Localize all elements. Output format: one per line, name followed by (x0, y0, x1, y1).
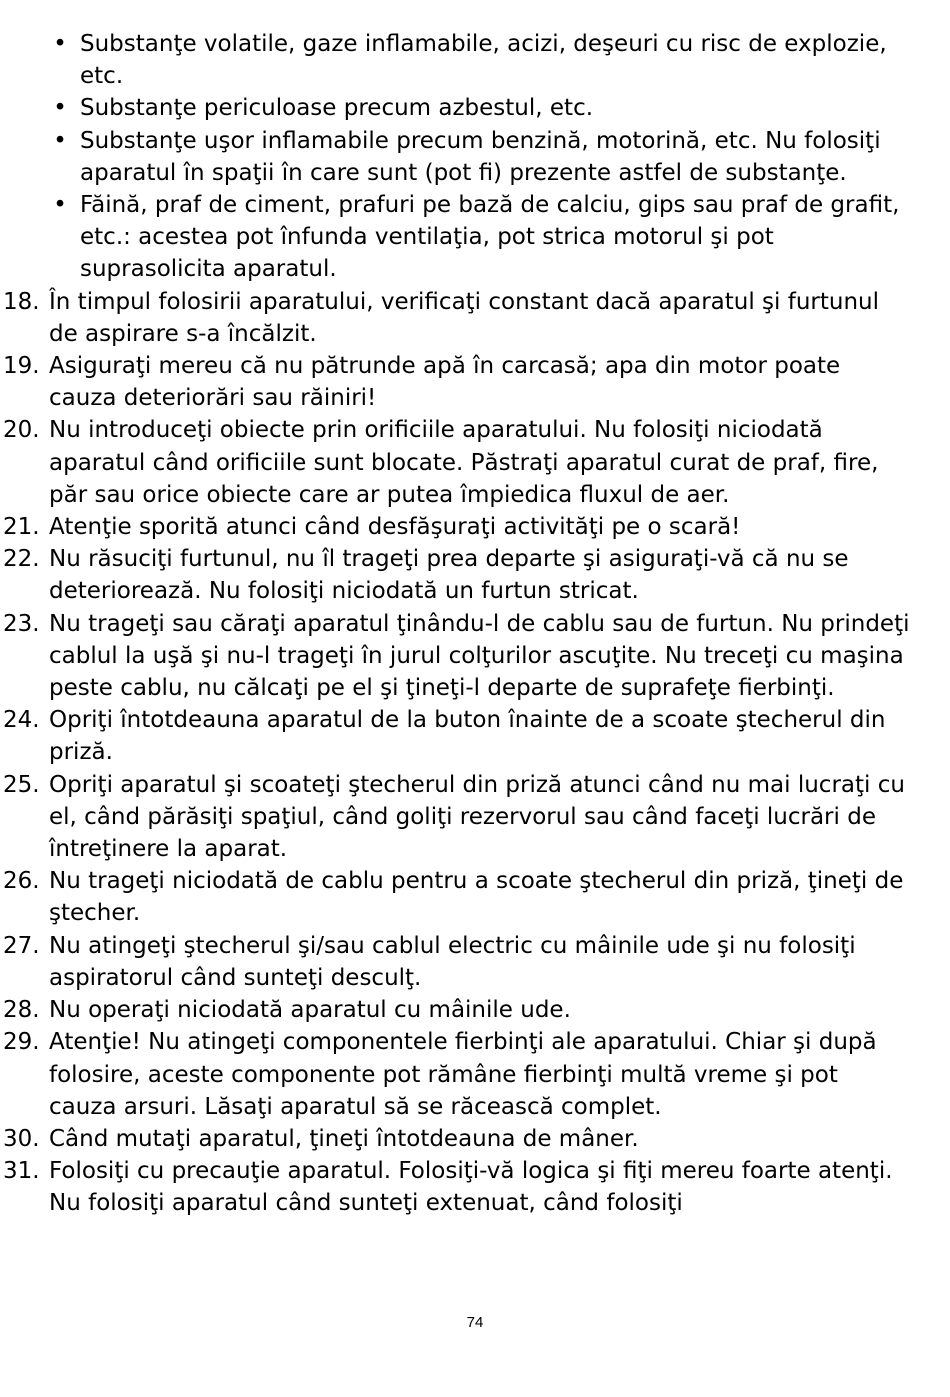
bullet-dot-icon: • (53, 95, 67, 122)
item-text: Opriţi întotdeauna aparatul de la buton înainte de a scoate ştecherul din priză. (49, 707, 886, 766)
item-text: Folosiţi cu precauţie aparatul. Folosiţi-vă logica şi fiţi mereu foarte atenţi. Nu folosiţi aparatul când sunteţi extenuat, când folosiţi (49, 1158, 893, 1217)
list-item-28 (0, 994, 950, 1026)
page-number: 74 (466, 1314, 484, 1331)
item-text: Nu atingeţi ştecherul şi/sau cablul electric cu mâinile ude şi nu folosiţi aspiratorul când sunteţi desculţ. (49, 932, 856, 991)
list-item-31 (0, 1155, 950, 1219)
bullet-list (0, 28, 950, 286)
item-text: Nu introduceţi obiecte prin orificiile aparatului. Nu folosiţi niciodată aparatul când orificiile sunt blocate. Păstraţi aparatul curat de praf, fire, păr sau orice obiecte care ar putea împiedica fluxul de aer. (49, 417, 879, 508)
bullet-item (0, 92, 950, 124)
item-number: 18. (3, 288, 40, 315)
item-number: 23. (3, 610, 40, 637)
numbered-list (0, 286, 950, 1220)
list-item-27 (0, 930, 950, 994)
item-text: În timpul folosirii aparatului, verificaţi constant dacă aparatul şi furtunul de aspirare s-a încălzit. (49, 288, 880, 347)
item-number: 19. (3, 353, 40, 380)
list-item-23 (0, 608, 950, 705)
list-item-24 (0, 704, 950, 768)
item-number: 21. (3, 514, 40, 541)
item-text: Nu operaţi niciodată aparatul cu mâinile ude. (49, 997, 571, 1024)
bullet-text: Substanţe periculoase precum azbestul, etc. (80, 95, 594, 122)
list-item-19 (0, 350, 950, 414)
item-text: Când mutaţi aparatul, ţineţi întotdeauna de mâner. (49, 1125, 639, 1152)
item-number: 25. (3, 771, 40, 798)
item-text: Nu trageţi sau căraţi aparatul ţinându-l de cablu sau de furtun. Nu prindeţi cablul la uşă şi nu-l trageţi în jurul colţurilor ascuţite. Nu treceţi cu maşina peste cablu, nu călcaţi pe el şi ţineţi-l departe de suprafeţe fierbinţi. (49, 610, 910, 702)
bullet-item (0, 189, 950, 286)
list-item-21 (0, 511, 950, 543)
item-text: Nu răsuciţi furtunul, nu îl trageţi prea departe şi asiguraţi-vă că nu se deteriorează. Nu folosiţi niciodată un furtun stricat. (49, 546, 849, 605)
list-item-20 (0, 414, 950, 511)
bullet-text: Substanţe uşor inflamabile precum benzină, motorină, etc. Nu folosiţi aparatul în spaţii în care sunt (pot fi) prezente astfel de substanţe. (80, 127, 881, 186)
item-number: 24. (3, 707, 40, 734)
item-text: Nu trageţi niciodată de cablu pentru a scoate ştecherul din priză, ţineţi de ştecher. (49, 868, 904, 927)
list-item-25 (0, 769, 950, 866)
item-number: 28. (3, 997, 40, 1024)
bullet-text: Făină, praf de ciment, prafuri pe bază de calciu, gips sau praf de grafit, etc.: acestea pot înfunda ventilaţia, pot strica motorul şi pot suprasolicita aparatul. (80, 192, 900, 283)
bullet-dot-icon: • (53, 192, 67, 219)
item-number: 30. (3, 1125, 40, 1152)
item-text: Asiguraţi mereu că nu pătrunde apă în carcasă; apa din motor poate cauza deteriorări sau răiniri! (49, 353, 841, 412)
document-page (0, 28, 950, 1220)
item-number: 27. (3, 932, 40, 959)
list-item-18 (0, 286, 950, 350)
item-number: 22. (3, 546, 40, 573)
bullet-dot-icon: • (53, 31, 67, 57)
bullet-text: Substanţe volatile, gaze inflamabile, acizi, deşeuri cu risc de explozie, etc. (80, 31, 887, 90)
item-text: Opriţi aparatul şi scoateţi ştecherul din priză atunci când nu mai lucraţi cu el, când părăsiţi spaţiul, când goliţi rezervorul sau când faceţi lucrări de întreţinere la aparat. (49, 771, 905, 863)
bullet-item (0, 125, 950, 189)
bullet-dot-icon: • (53, 127, 67, 154)
item-text: Atenţie sporită atunci când desfăşuraţi activităţi pe o scară! (49, 514, 741, 541)
list-item-29 (0, 1026, 950, 1123)
item-number: 20. (3, 417, 40, 444)
item-number: 31. (3, 1158, 40, 1185)
item-number: 26. (3, 868, 40, 895)
list-item-30 (0, 1123, 950, 1155)
list-item-22 (0, 543, 950, 607)
item-number: 29. (3, 1029, 40, 1056)
list-item-26 (0, 865, 950, 929)
item-text: Atenţie! Nu atingeţi componentele fierbinţi ale aparatului. Chiar şi după folosire, aceste componente pot rămâne fierbinţi multă vreme şi pot cauza arsuri. Lăsaţi aparatul să se răcească complet. (49, 1029, 877, 1120)
bullet-item (0, 28, 950, 92)
